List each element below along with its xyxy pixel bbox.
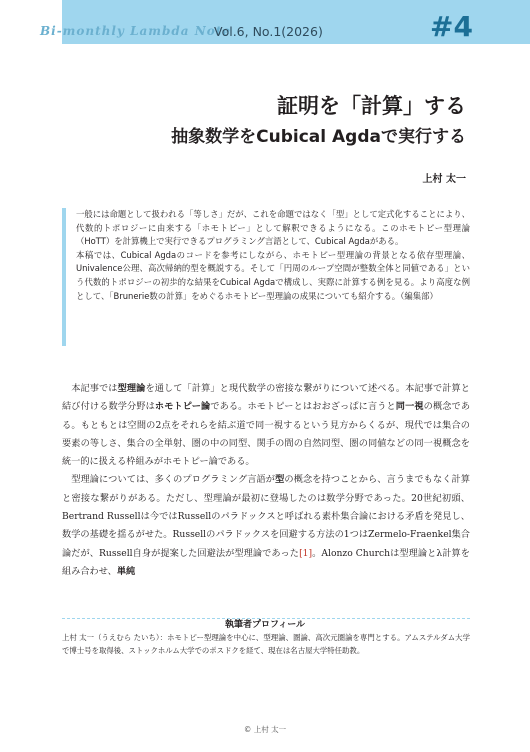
bold-term: 型 <box>275 474 285 486</box>
text-run: の概念を持つことから、言うまでもなく計算と密接な繋がりがある。ただし、型理論が最初に登場したのは数学分野であった。20世紀初頭、Bertrand Russellは今ではRussellのパラドックスと呼ばれる素朴集合論における矛盾を発見し、数学の基礎を揺るがせた。Russellのパラドックスを回避する方法の1つはZermelo-Fraenkel集合論だが、Russell自身が提案した回避法が型理論であった <box>62 474 471 559</box>
article-body <box>62 380 470 581</box>
text-run: 本記事では <box>71 383 118 394</box>
author-name: 上村 太一 <box>422 174 466 185</box>
abstract-box <box>62 208 470 346</box>
text-run: である。ホモトピーとはおおざっぱに言うと <box>210 401 396 413</box>
bold-term: 型理論 <box>117 383 146 394</box>
issue-number: #4 <box>430 10 473 43</box>
text-run: 型理論については、多くのプログラミング言語が <box>71 474 276 486</box>
body-paragraph-1 <box>62 380 470 471</box>
citation-link[interactable]: [1] <box>299 547 313 559</box>
abstract-paragraph-1: 一般には命題として扱われる「等しさ」だが、これを命題ではなく「型」として定式化することにより、代数的トポロジーに由来する「ホモトピー」として解釈できるようになる。このホモトピー型理論（HoTT）を計算機上で実行できるプログラミング言語として、Cubical Agdaがある。 <box>76 209 470 247</box>
copyright-footer: © 上村 太一 <box>243 725 287 734</box>
series-name: Bi-monthly Lambda Note <box>40 24 231 38</box>
profile-label: 執筆者プロフィール <box>215 620 315 630</box>
article-subtitle: 抽象数学をCubical Agdaで実行する <box>171 127 466 147</box>
article-title: 証明を「計算」する <box>277 94 466 118</box>
text-run: 。Alonzo Churchは型理論とλ計算を組み合わせ、 <box>62 547 470 577</box>
profile-text: 上村 太一（うえむら たいち）：ホモトピー型理論を中心に、型理論、圏論、高次元圏論を専門とする。アムステルダム大学で博士号を取得後、ストックホルム大学でのポスドクを経て、現在は名古屋大学特任助教。 <box>62 633 470 655</box>
volume-info: Vol.6, No.1(2026) <box>214 24 323 39</box>
abstract-paragraph-2: 本稿では、Cubical Agdaのコードを参考にしながら、ホモトピー型理論の背景となる依存型理論、Univalence公理、高次帰納的型を概説する。そして「円周のループ空間が整数全体と同値である」という代数的トポロジーの初歩的な結果をCubical Agdaで構成し、実際に計算する例を見る。より高度な例として、「Brunerie数の計算」をめぐるホモトピー型理論の成果についても紹介する。（編集部） <box>76 249 470 301</box>
profile-heading <box>0 612 530 631</box>
text-run: を通して「計算」と現代数学の密接な繋がりについて述べる。本記事で計算と結び付ける数学分野は <box>62 383 470 413</box>
bold-term: 単純 <box>116 565 136 577</box>
text-run: の概念である。もともとは空間の2点をそれらを結ぶ道で同一視するという見方からくるが、現代では集合の要素の等しさ、集合の全単射、圏の中の同型、関手の間の自然同型、圏の同値などの同一視概念を統一的に扱える枠組みがホモトピー論である。 <box>62 401 471 468</box>
bold-term: 同一視 <box>395 401 424 413</box>
body-paragraph-2 <box>62 471 470 581</box>
bold-term: ホモトピー論 <box>154 401 211 413</box>
